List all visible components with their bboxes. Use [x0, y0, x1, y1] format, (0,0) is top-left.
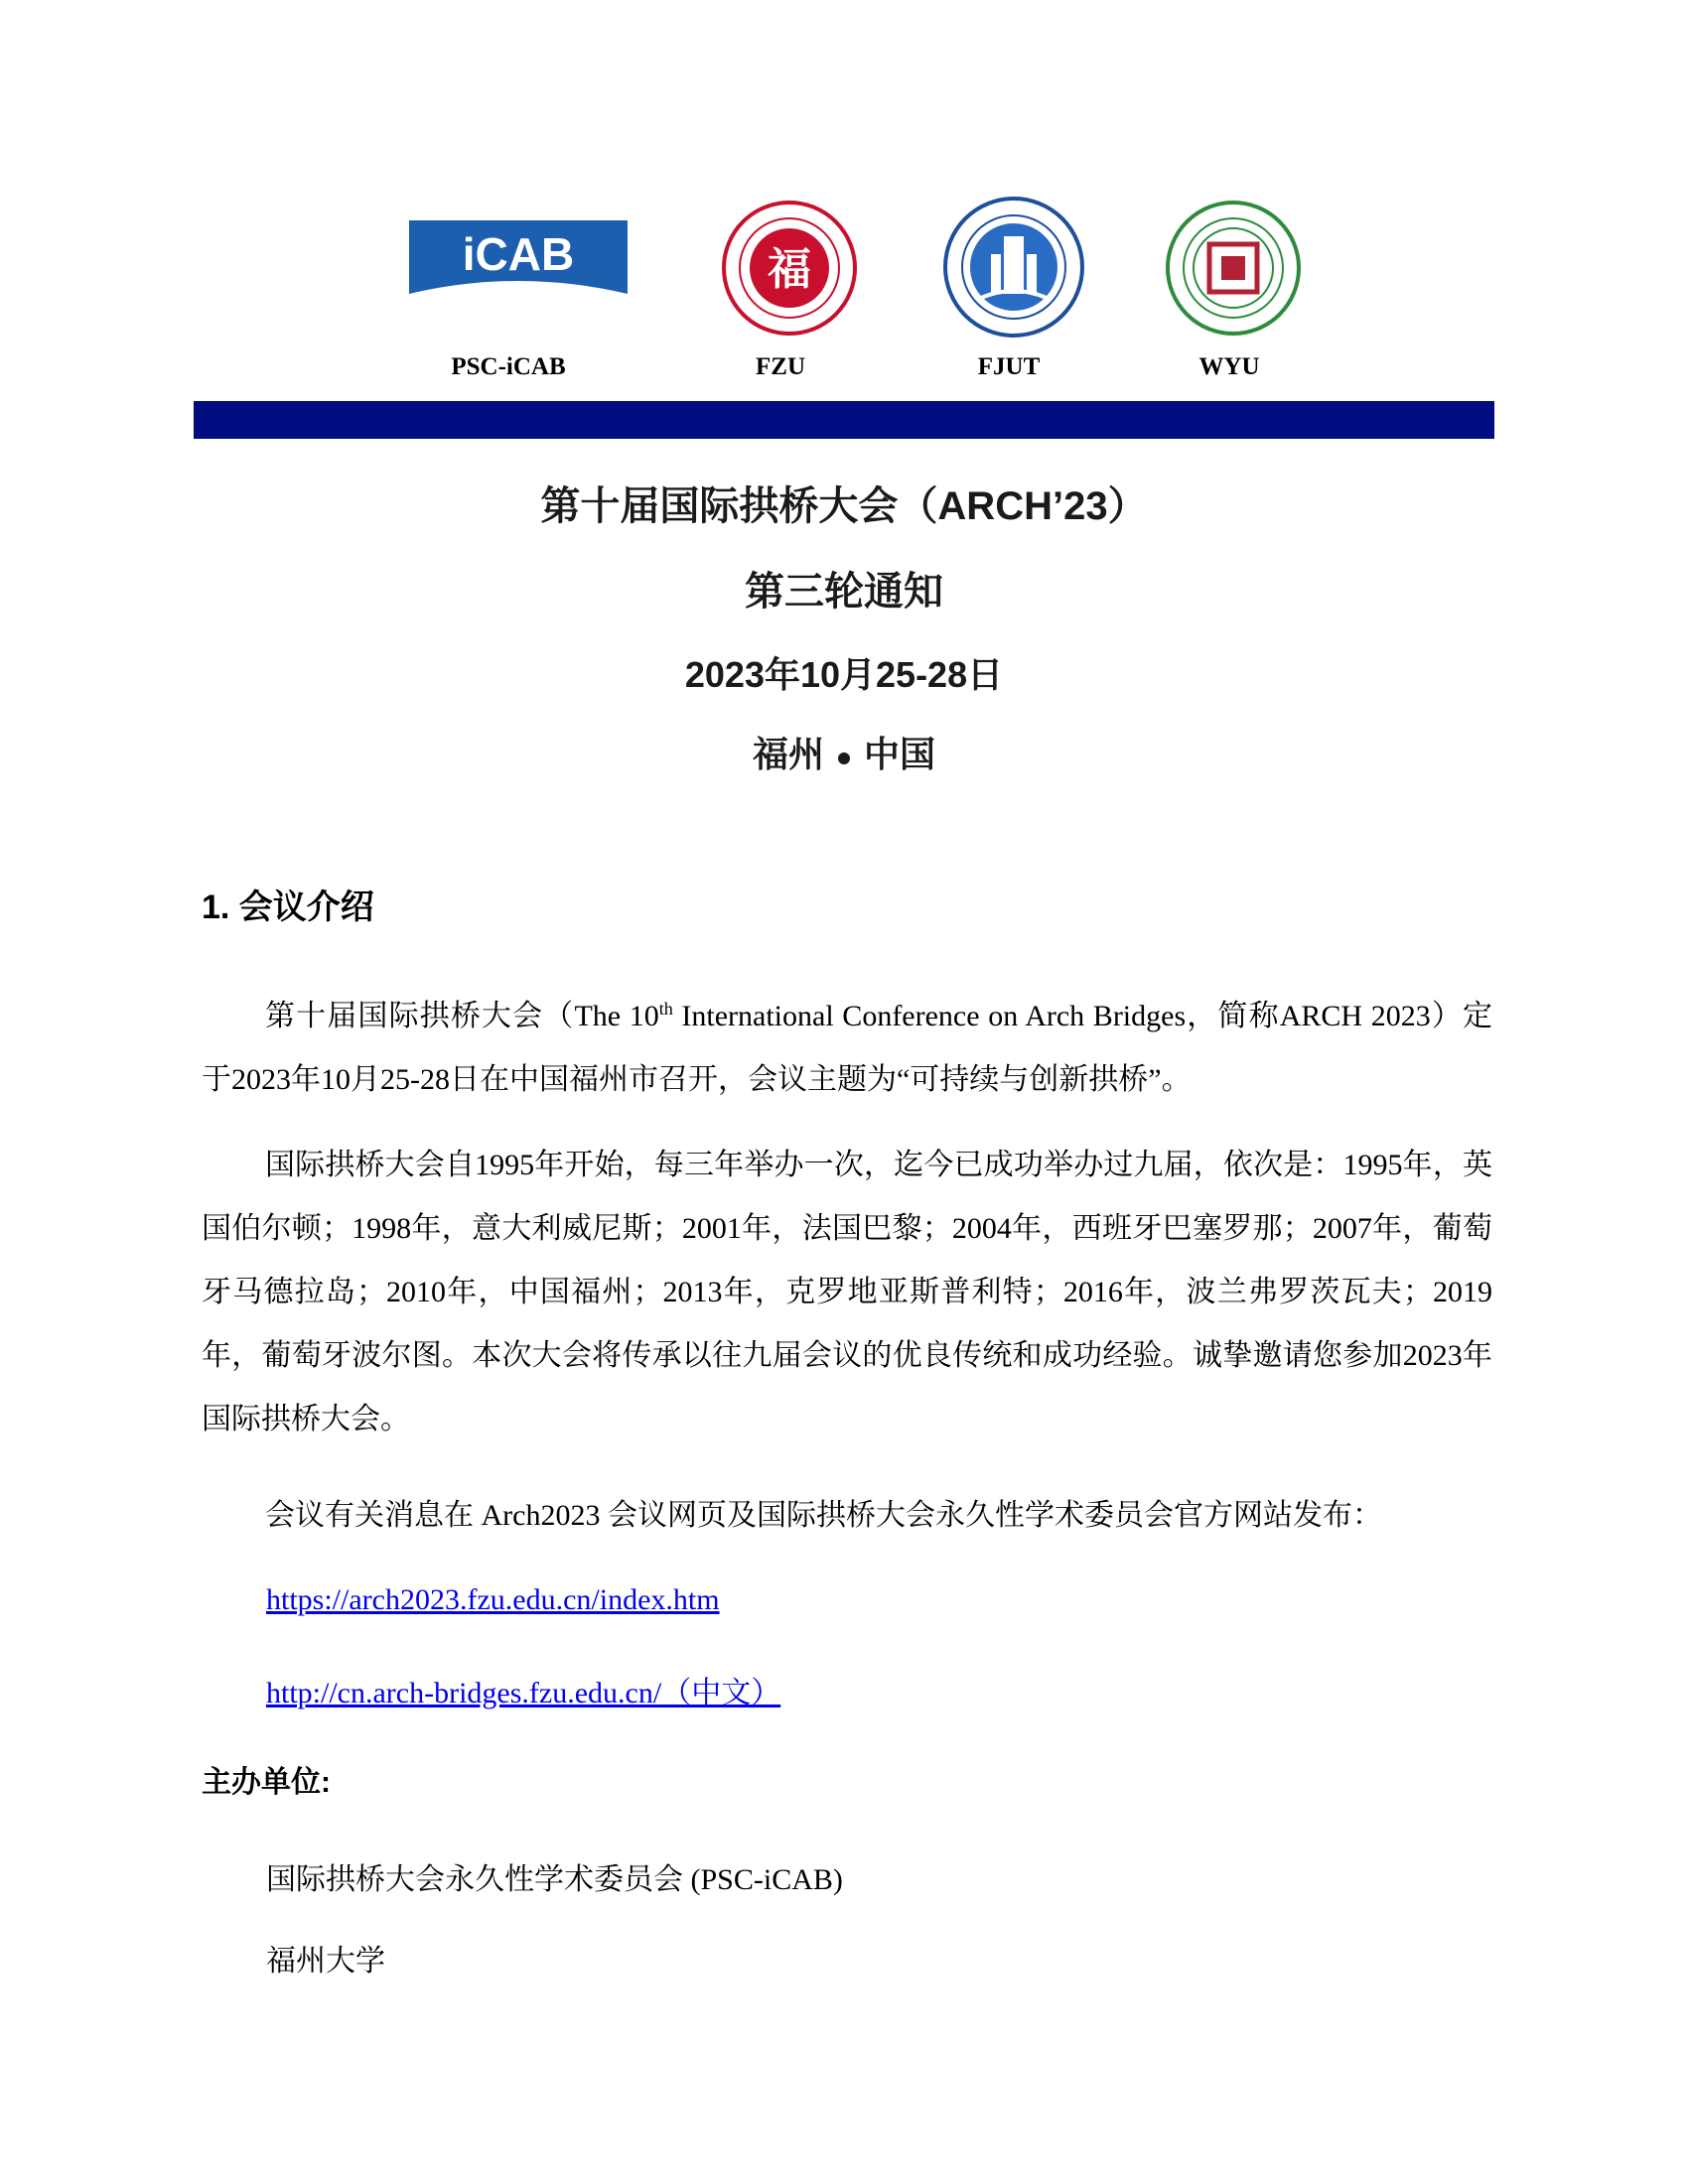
organizer-item: 国际拱桥大会永久性学术委员会 (PSC-iCAB) — [266, 1863, 843, 1896]
arch-bridges-chinese-link[interactable]: http://cn.arch-bridges.fzu.edu.cn/（中文） — [266, 1677, 781, 1709]
organizers-heading: 主办单位: — [202, 1766, 331, 1799]
bullet-dot-icon — [838, 752, 850, 764]
intro-paragraph-2: 国际拱桥大会自1995年开始，每三年举办一次，迄今已成功举办过九届，依次是：1995年，英国伯尔顿；1998年，意大利威尼斯；2001年，法国巴黎；2004年，西班牙巴塞罗那；2007年，葡萄牙马德拉岛；2010年，中国福州；2013年，克罗地亚斯普利特；2016年，波兰弗罗茨瓦夫；2019年，葡萄牙波尔图。本次大会将传承以往九届会议的优良传统和成功经验。诚挚邀请您参加2023年国际拱桥大会。 — [202, 1149, 1492, 1435]
logo-label-psc-icab: PSC-iCAB — [451, 353, 566, 380]
intro-p1-part-a: 第十届国际拱桥大会（The 10 — [265, 1000, 659, 1032]
fjut-seal-logo — [941, 195, 1086, 340]
header-bar — [194, 401, 1494, 439]
intro-p1-part-b: International Conference on Arch Bridges，简称ARCH 2023）定于2023年10月25-28日在中国福州市召开，会议主题为“可持续与创新拱桥”。 — [202, 1000, 1492, 1096]
logo-label-fjut: FJUT — [977, 353, 1041, 380]
wyu-seal-logo — [1164, 199, 1303, 338]
conference-dates: 2023年10月25-28日 — [684, 654, 1004, 695]
fzu-seal-logo — [720, 199, 859, 338]
organizer-item: 福州大学 — [266, 1945, 385, 1978]
logo-label-wyu: WYU — [1198, 353, 1260, 380]
location-city: 福州 — [752, 734, 824, 774]
conference-location — [0, 727, 1688, 777]
icab-logo — [409, 220, 628, 324]
fzu-seal-character: 福 — [768, 244, 811, 295]
logo-row — [0, 0, 1688, 417]
section-heading-introduction: 1. 会议介绍 — [202, 888, 374, 926]
intro-p1-superscript: th — [658, 999, 673, 1019]
intro-paragraph-1 — [202, 977, 1492, 1112]
conference-title: 第十届国际拱桥大会（ARCH’23） — [540, 484, 1148, 528]
intro-paragraph-3: 会议有关消息在 Arch2023 会议网页及国际拱桥大会永久性学术委员会官方网站发布： — [265, 1499, 1382, 1532]
icab-logo-text: iCAB — [462, 228, 575, 280]
notice-title: 第三轮通知 — [745, 570, 943, 614]
arch2023-website-link[interactable]: https://arch2023.fzu.edu.cn/index.htm — [266, 1583, 720, 1616]
logo-label-fzu: FZU — [756, 353, 805, 380]
location-country: 中国 — [864, 734, 936, 774]
